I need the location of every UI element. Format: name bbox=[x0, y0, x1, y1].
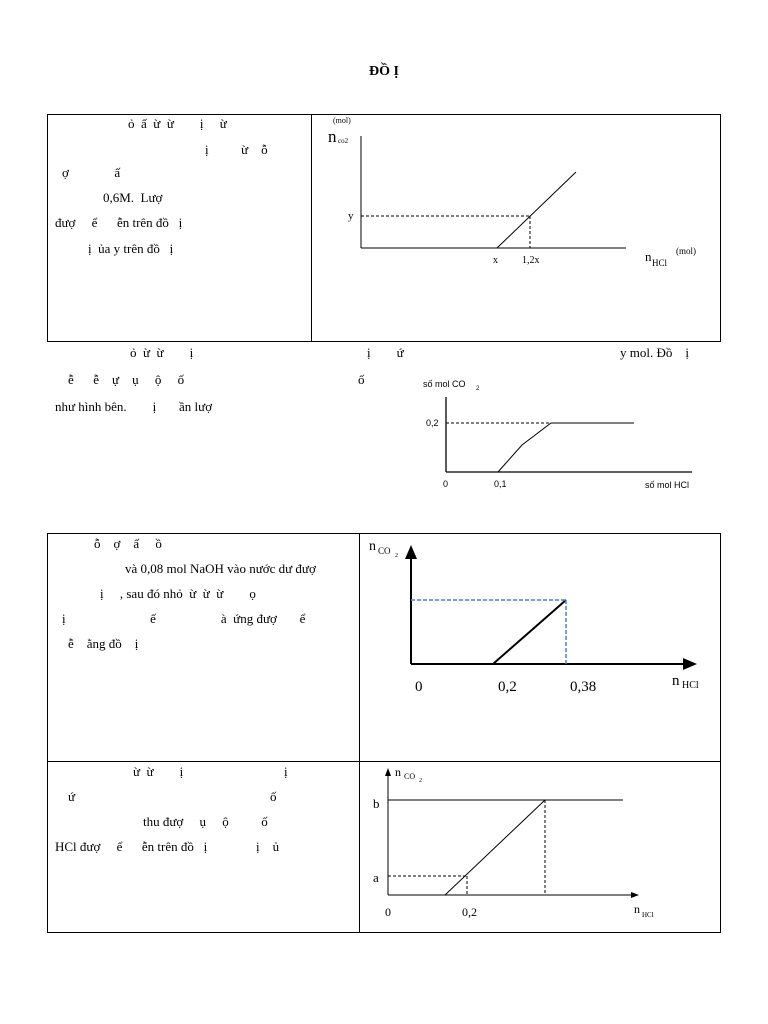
y-unit-label: (mol) bbox=[333, 116, 351, 125]
page-title: ĐỒ Ị bbox=[369, 64, 399, 79]
q2-text-line: như hình bên. ị ần lượ bbox=[55, 399, 213, 414]
y-axis-subscript: 2 bbox=[395, 553, 398, 559]
x-axis-subscript: HCl bbox=[682, 680, 699, 691]
y-axis-subscript: 2 bbox=[476, 386, 480, 392]
x-axis-label: n bbox=[672, 673, 680, 689]
x-tick-label: 0,2 bbox=[498, 679, 517, 695]
q1-graph bbox=[312, 115, 720, 341]
q3-text-line: ị ế à ứng đượ ể bbox=[62, 611, 306, 626]
q2-text-line: y mol. Đồ ị bbox=[620, 345, 689, 360]
origin-label: 0 bbox=[385, 905, 391, 919]
x-axis-arrow bbox=[631, 892, 639, 898]
q4-text-line: thu đượ ụ ộ ố bbox=[143, 814, 268, 829]
q4-text-line: ừ ừ ị ị bbox=[133, 764, 288, 779]
y-tick-label: b bbox=[373, 796, 380, 811]
q2-text-line: ị ứ bbox=[367, 345, 404, 360]
x-axis-label: n bbox=[645, 249, 652, 264]
origin-label: 0 bbox=[415, 679, 423, 695]
q4-text-line: ứ ố bbox=[68, 789, 277, 804]
y-axis-subscript: CO bbox=[404, 772, 416, 781]
graph-line bbox=[497, 172, 576, 248]
q1-text-line: ị ủa y trên đồ ị bbox=[88, 241, 174, 256]
y-tick-label: y bbox=[348, 210, 354, 222]
y-axis-subscript: co2 bbox=[338, 137, 349, 145]
q4-text-line: HCl đượ ể ễn trên đồ ị ị ủ bbox=[55, 839, 280, 854]
graph-line bbox=[445, 800, 545, 895]
q1-text-line: đượ ể ễn trên đồ ị bbox=[55, 215, 183, 230]
x-tick-label: 0,2 bbox=[462, 905, 477, 919]
q3-text-line: ỗ ợ ấ ồ bbox=[94, 536, 162, 551]
y-axis-label: n bbox=[369, 539, 376, 554]
x-axis-label: n bbox=[634, 902, 640, 916]
x-axis-arrow bbox=[683, 658, 697, 670]
x-tick-label: x bbox=[493, 255, 498, 266]
origin-label: 0 bbox=[443, 479, 449, 489]
y-tick-label: a bbox=[373, 870, 379, 885]
x-axis-label: số mol HCl bbox=[645, 480, 690, 490]
q3-text-line: ị , sau đó nhỏ ừ ừ ừ ọ bbox=[100, 586, 256, 601]
y-axis-subscript: CO bbox=[378, 546, 391, 556]
q1-text-line: ợ ấ bbox=[62, 165, 121, 180]
x-axis-subscript: HCl bbox=[642, 911, 654, 919]
q1-text-line: ị ừ ỗ bbox=[205, 142, 268, 157]
q1-text-line: ỏ ấ ừ ừ ị ừ bbox=[128, 116, 227, 131]
y-axis-label: n bbox=[395, 765, 401, 779]
x-tick-label: 0,1 bbox=[494, 479, 507, 489]
x-unit-label: (mol) bbox=[676, 246, 696, 256]
q2-text-line: ễ ễ ự ụ ộ ố bbox=[68, 372, 185, 387]
q3-text-line: và 0,08 mol NaOH vào nước dư đượ bbox=[125, 561, 316, 576]
graph-line bbox=[493, 600, 566, 664]
x-tick-label: 0,38 bbox=[570, 679, 597, 695]
y-axis-arrow bbox=[405, 545, 417, 559]
q3-text-line: ễ ằng đồ ị bbox=[68, 636, 139, 651]
y-axis-label: số mol CO bbox=[423, 379, 466, 389]
q2-graph bbox=[400, 370, 720, 500]
q2-text-line: ỏ ừ ừ ị bbox=[130, 345, 194, 360]
x-tick-label: 1,2x bbox=[522, 255, 540, 266]
y-tick-label: 0,2 bbox=[426, 418, 439, 428]
y-axis-label: n bbox=[328, 127, 337, 146]
q2-text-line: ố bbox=[358, 372, 365, 387]
graph-line bbox=[498, 423, 634, 472]
x-axis-subscript: HCl bbox=[652, 258, 668, 268]
q3-graph bbox=[360, 534, 720, 761]
y-axis-subscript: 2 bbox=[419, 778, 422, 784]
y-axis-arrow bbox=[385, 768, 391, 776]
q1-text-line: 0,6M. Lượ bbox=[103, 190, 163, 205]
q4-graph bbox=[360, 762, 720, 932]
